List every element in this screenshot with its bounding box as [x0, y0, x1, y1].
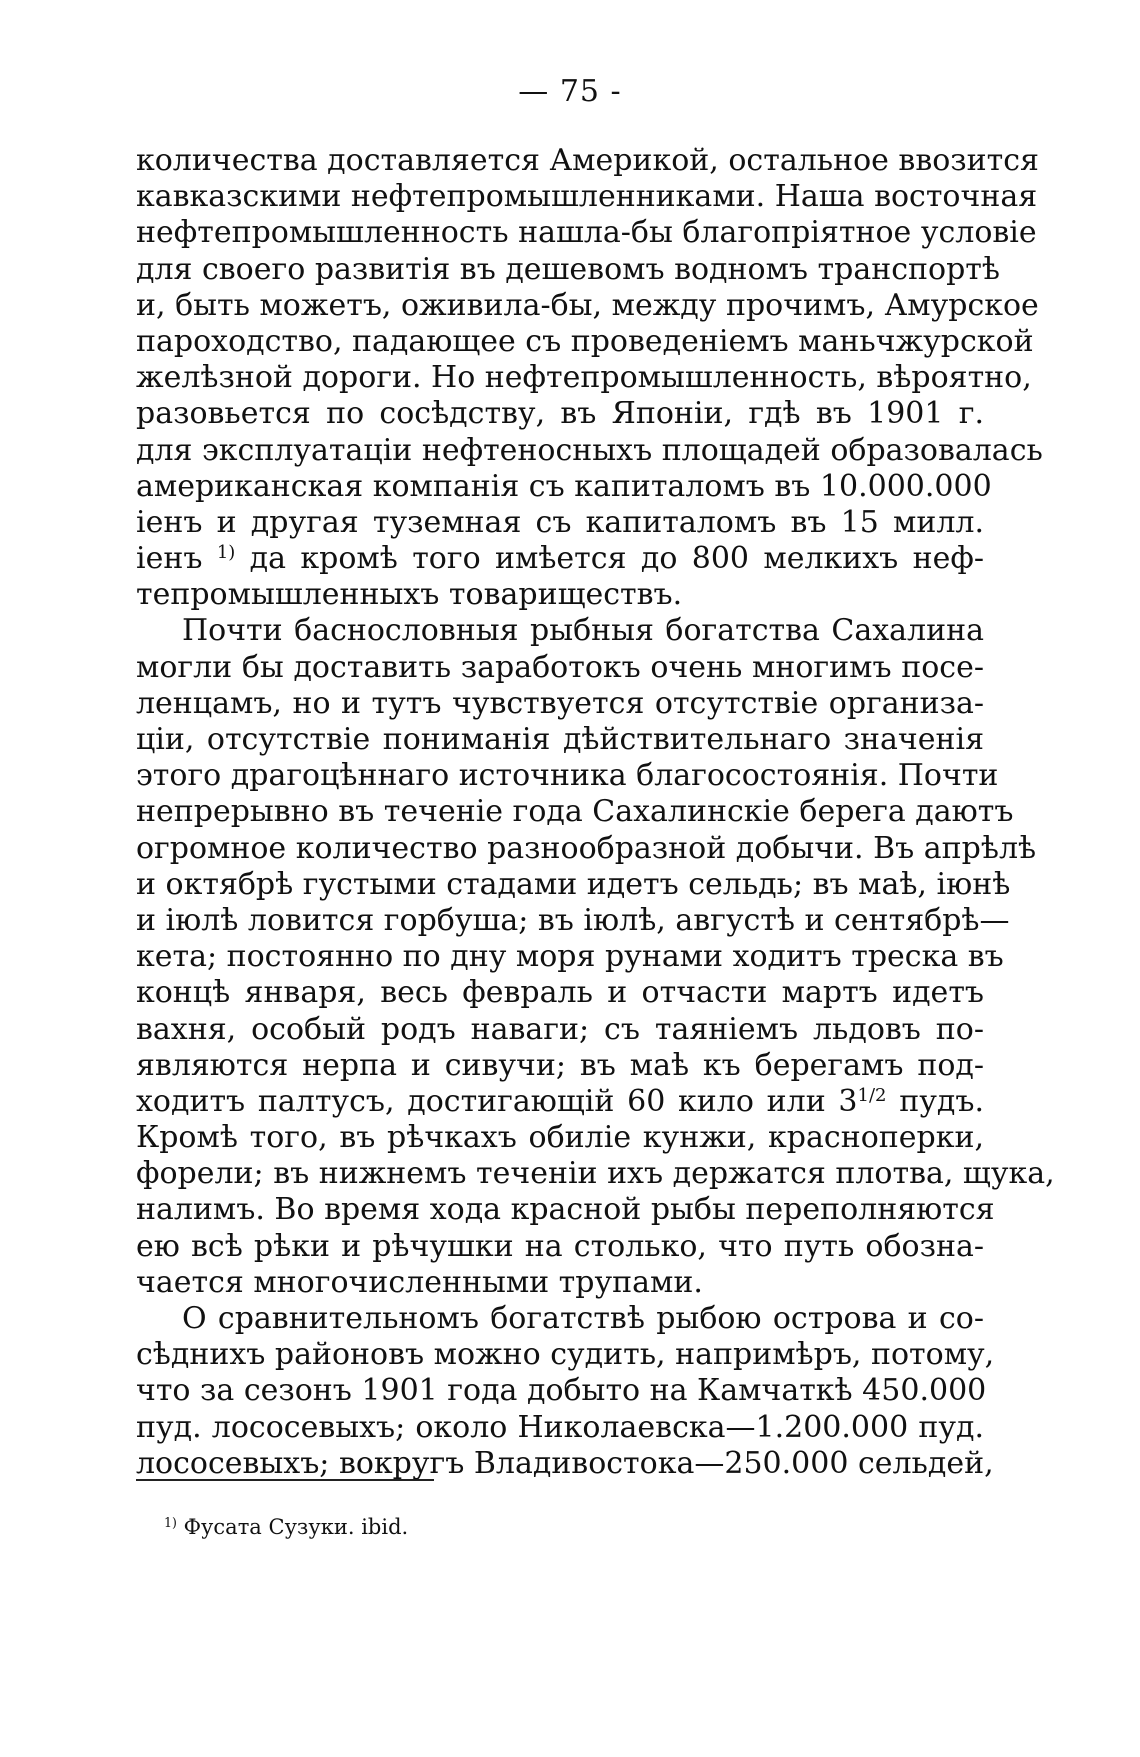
line-end: да кромѣ того имѣется до 800 мелкихъ неф-	[249, 541, 985, 577]
text-line-with-footnote	[136, 541, 984, 577]
line-start: ходитъ палтусъ, достигающій 60 кило или 3	[136, 1083, 858, 1119]
body-text	[136, 143, 1055, 1482]
text-line: и октябрѣ густыми стадами идетъ сельдь; въ маѣ, іюнѣ	[136, 866, 1011, 902]
text-line: пуд. лососевыхъ; около Николаевска—1.200.000 пуд.	[136, 1409, 984, 1445]
text-line: и іюлѣ ловится горбуша; въ іюлѣ, августѣ и сентябрѣ—	[136, 902, 1010, 938]
text-line: тепромышленныхъ товариществъ.	[136, 577, 683, 613]
text-line: могли бы доставить заработокъ очень многимъ посе-	[136, 649, 984, 685]
text-line: являются нерпа и сивучи; въ маѣ къ берегамъ под-	[136, 1047, 984, 1083]
text-line: налимъ. Во время хода красной рыбы переполняются	[136, 1192, 995, 1228]
text-line: непрерывно въ теченіе года Сахалинскіе берега даютъ	[136, 794, 1014, 830]
text-line: ціи, отсутствіе пониманія дѣйствительнаго значенія	[136, 722, 984, 757]
text-line: этого драгоцѣннаго источника благосостоянія. Почти	[136, 758, 999, 794]
text-line-with-fraction	[136, 1084, 984, 1120]
text-line: ленцамъ, но и тутъ чувствуется отсутствіе организа-	[136, 685, 984, 721]
page-number: — 75 -	[518, 74, 622, 109]
footnote	[164, 1513, 408, 1541]
text-line: для своего развитія въ дешевомъ водномъ транспортѣ	[136, 251, 1000, 287]
footnote-reference: 1)	[216, 542, 236, 564]
line-start: іенъ	[136, 541, 203, 577]
fraction: 1/2	[857, 1084, 887, 1106]
paragraph-start: О сравнительномъ богатствѣ рыбою острова и со-	[182, 1301, 984, 1336]
text-line: Кромѣ того, въ рѣчкахъ обиліе кунжи, красноперки,	[136, 1120, 984, 1156]
text-line: желѣзной дороги. Но нефтепромышленность, вѣроятно,	[136, 360, 1032, 396]
text-line: лососевыхъ; вокругъ Владивостока—250.000 сельдей,	[136, 1445, 994, 1481]
text-line: кета; постоянно по дну моря рунами ходитъ треска въ	[136, 939, 1004, 975]
text-line: пароходство, падающее съ проведеніемъ маньчжурской	[136, 323, 1034, 359]
text-line: нефтепромышленность нашла-бы благопріятное условіе	[136, 215, 1037, 251]
paragraph-start: Почти баснословныя рыбныя богатства Сахалина	[182, 613, 984, 649]
text-line: для эксплуатаціи нефтеносныхъ площадей образовалась	[136, 432, 1043, 468]
line-end: пудъ.	[899, 1083, 984, 1119]
footnote-text: Фусата Сузуки. ibid.	[183, 1515, 409, 1539]
footnote-marker: 1)	[164, 1515, 177, 1531]
text-line: огромное количество разнообразной добычи. Въ апрѣлѣ	[136, 830, 1037, 866]
text-line: ею всѣ рѣки и рѣчушки на столько, что путь обозна-	[136, 1228, 984, 1264]
text-line: форели; въ нижнемъ теченіи ихъ держатся плотва, щука,	[136, 1156, 1055, 1192]
text-line: кавказскими нефтепромышленниками. Наша восточная	[136, 179, 1038, 215]
text-line: іенъ и другая туземная съ капиталомъ въ 15 милл.	[136, 504, 984, 540]
text-line: концѣ января, весь февраль и отчасти мартъ идетъ	[136, 975, 984, 1011]
text-line: чается многочисленными трупами.	[136, 1264, 703, 1300]
text-line: американская компанія съ капиталомъ въ 10.000.000	[136, 468, 992, 504]
text-line: количества доставляется Америкой, остальное ввозится	[136, 143, 1039, 178]
text-line: вахня, особый родъ наваги; съ таяніемъ льдовъ по-	[136, 1011, 984, 1047]
text-line: что за сезонъ 1901 года добыто на Камчаткѣ 450.000	[136, 1373, 987, 1409]
text-line: и, быть можетъ, оживила-бы, между прочимъ, Амурское	[136, 287, 1039, 323]
text-line: разовьется по сосѣдству, въ Японіи, гдѣ въ 1901 г.	[136, 396, 984, 432]
text-line: сѣднихъ районовъ можно судить, напримѣръ, потому,	[136, 1337, 995, 1373]
footnote-divider	[136, 1479, 434, 1481]
